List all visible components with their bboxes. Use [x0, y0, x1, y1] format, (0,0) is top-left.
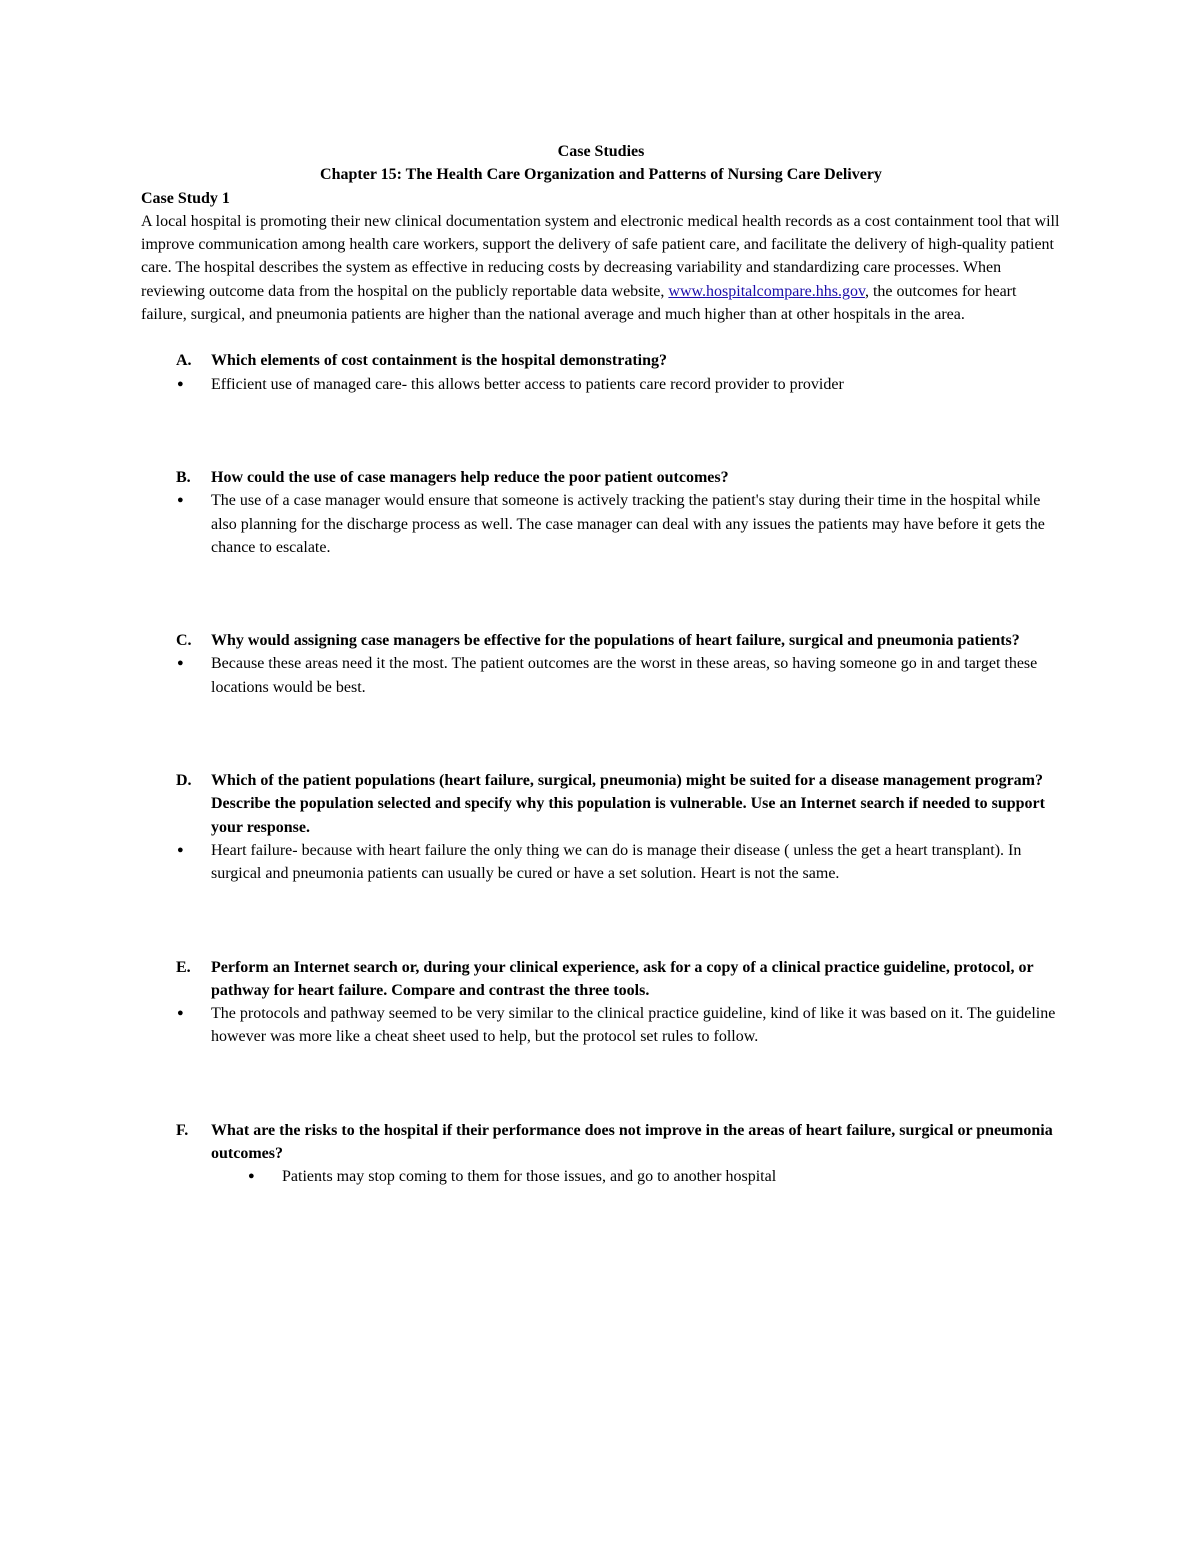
answer-a	[141, 373, 1061, 396]
question-b	[141, 466, 1061, 489]
question-a	[141, 349, 1061, 372]
bullet-icon: ●	[248, 1170, 255, 1183]
intro-text-part2: , the outcomes for heart failure, surgical, and pneumonia patients are higher than the national average and much higher than at other hospitals in the area.	[141, 282, 1017, 324]
answer-e	[141, 1002, 1061, 1049]
question-text: Why would assigning case managers be effective for the populations of heart failure, surgical and pneumonia patients?	[211, 632, 1020, 650]
document-title: Case Studies	[557, 143, 645, 160]
question-letter: E.	[176, 958, 191, 976]
case-study-heading: Case Study 1	[141, 189, 230, 207]
bullet-icon: ●	[177, 1007, 184, 1020]
question-letter: A.	[176, 352, 192, 370]
question-letter: C.	[176, 632, 192, 650]
question-e	[141, 956, 1061, 1003]
question-text: Perform an Internet search or, during your clinical experience, ask for a copy of a clinical practice guideline, protocol, or pathway for heart failure. Compare and contrast the three tools.	[211, 958, 1034, 999]
question-block-f	[141, 1119, 1061, 1189]
question-letter: D.	[176, 772, 192, 790]
question-d	[141, 769, 1061, 839]
answer-d	[141, 839, 1061, 886]
document-subtitle: Chapter 15: The Health Care Organization and Patterns of Nursing Care Delivery	[320, 166, 882, 184]
answer-text: Patients may stop coming to them for those issues, and go to another hospital	[282, 1168, 777, 1186]
question-text: Which elements of cost containment is the hospital demonstrating?	[211, 352, 667, 370]
answer-text: Efficient use of managed care- this allows better access to patients care record provider to provider	[211, 375, 844, 393]
case-intro	[141, 210, 1061, 326]
answer-c	[141, 652, 1061, 699]
answer-text: The protocols and pathway seemed to be very similar to the clinical practice guideline, kind of like it was based on it. The guideline however was more like a cheat sheet used to help, but the protocol set rules to follow.	[211, 1005, 1056, 1046]
answer-text: Because these areas need it the most. The patient outcomes are the worst in these areas, so having someone go in and target these locations would be best.	[211, 655, 1038, 696]
question-c	[141, 629, 1061, 652]
question-letter: B.	[176, 468, 191, 486]
answer-text: The use of a case manager would ensure that someone is actively tracking the patient's stay during their time in the hospital while also planning for the discharge process as well. The case manager can deal with any issues the patients may have before it gets the chance to escalate.	[211, 492, 1045, 556]
answer-text: Heart failure- because with heart failure the only thing we can do is manage their disease ( unless the get a heart transplant). In surgical and pneumonia patients can usually be cured or have a set solution. Heart is not the same.	[211, 841, 1022, 883]
question-block-b	[141, 466, 1061, 559]
question-f	[141, 1119, 1061, 1166]
bullet-icon: ●	[177, 657, 184, 670]
bullet-icon: ●	[177, 843, 184, 856]
question-text: Which of the patient populations (heart failure, surgical, pneumonia) might be suited for a disease management program? Describe the population selected and specify why this population is vulnerable. Use an Internet search if needed to support your response.	[211, 772, 1045, 836]
bullet-icon: ●	[177, 494, 184, 507]
intro-text-part1: A local hospital is promoting their new clinical documentation system and electronic medical health records as a cost containment tool that will improve communication among health care workers, support the delivery of safe patient care, and facilitate the delivery of high-quality patient care. The hospital describes the system as effective in reducing costs by decreasing variability and standardizing care processes. When reviewing outcome data from the hospital on the publicly reportable data website,	[141, 212, 1060, 300]
question-block-a	[141, 349, 1061, 396]
question-block-c	[141, 629, 1061, 699]
answer-f	[141, 1165, 1061, 1188]
bullet-icon: ●	[177, 377, 184, 390]
answer-b	[141, 489, 1061, 559]
question-block-d	[141, 769, 1061, 885]
question-block-e	[141, 956, 1061, 1049]
question-text: What are the risks to the hospital if their performance does not improve in the areas of heart failure, surgical or pneumonia outcomes?	[211, 1121, 1053, 1163]
document-page	[141, 140, 1061, 1189]
hospital-compare-link[interactable]: www.hospitalcompare.hhs.gov	[668, 282, 865, 300]
question-letter: F.	[176, 1121, 189, 1139]
question-text: How could the use of case managers help reduce the poor patient outcomes?	[211, 468, 729, 486]
